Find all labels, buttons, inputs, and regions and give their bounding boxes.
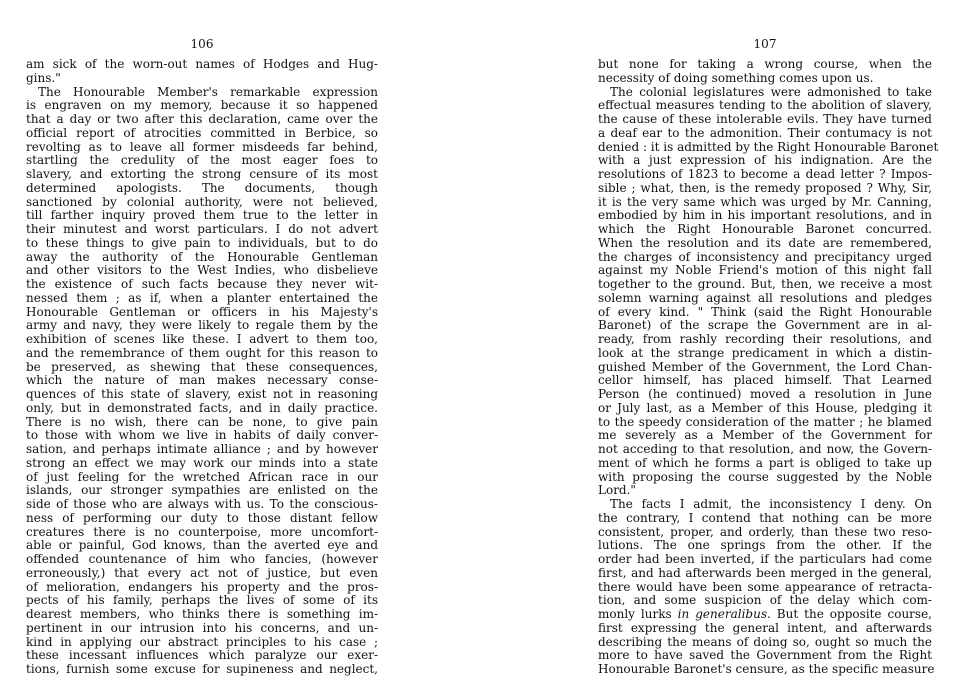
text-line: Honourable Baronet's censure, as the specific measure (598, 662, 935, 676)
text-run: But the opposite course, (776, 607, 932, 621)
text-line: necessity of doing something comes upon us. (598, 70, 874, 85)
text-line: denied : it is admitted by the Right Honourable Baronet (598, 139, 939, 154)
page-text (598, 57, 939, 677)
text-line: the existence of such facts because they never wit- (26, 277, 378, 291)
text-line: tions, furnish some excuse for supineness and neglect, (26, 662, 378, 676)
page-text (26, 58, 378, 677)
text-line: but none for taking a wrong course, when the (598, 57, 932, 71)
text-line: a deaf ear to the admonition. Their contumacy is not (598, 125, 932, 140)
text-line: consistent, proper, and orderly, than these two reso- (598, 524, 932, 539)
text-line: guished Member of the Government, the Lord Chan- (598, 359, 932, 374)
text-line: There is no wish, there can be none, to give pain (26, 414, 378, 429)
text-line: creatures there is no counterpoise, more uncomfort- (26, 524, 378, 539)
text-line: When the resolution and its date are remembered, (598, 235, 932, 250)
text-line: startling the credulity of the most eager foes to (26, 153, 378, 168)
text-line: with proposing the course suggested by the Noble (598, 469, 932, 484)
text-line: able or painful, God knows, than the averted eye and (26, 538, 378, 553)
text-line: of just feeling for the wretched African race in our (26, 469, 378, 484)
text-line: and other visitors to the West Indies, who disbelieve (26, 263, 378, 278)
text-line: am sick of the worn-out names of Hodges and Hug- (26, 57, 378, 71)
left-page (26, 0, 378, 676)
text-line: Honourable Gentleman or officers in his Majesty's (26, 304, 378, 319)
text-line: and the remembrance of them ought for this reason to (26, 345, 378, 360)
text-line: till farther inquiry proved them true to the letter in (26, 208, 378, 223)
text-run: monly lurks (598, 607, 672, 621)
text-line: to these things to give pain to individuals, but to do (26, 235, 378, 250)
text-line: sible ; what, then, is the remedy proposed ? Why, Sir, (598, 180, 932, 195)
text-line: not acceding to that resolution, and now, the Govern- (598, 442, 932, 456)
text-line: of melioration, endangers his property and the pros- (26, 579, 378, 594)
text-line: to those with whom we live in habits of daily conver- (26, 428, 378, 443)
text-line: side of those who are always with us. To the conscious- (26, 497, 378, 511)
text-line: cellor himself, has placed himself. That Learned (598, 373, 932, 388)
text-line: describing the means of doing so, ought so much the (598, 634, 932, 649)
text-line: sation, and perhaps intimate alliance ; and by however (26, 442, 378, 456)
text-line: Person (he continued) moved a resolution in June (598, 387, 932, 401)
text-line: me severely as a Member of the Government for (598, 428, 932, 443)
text-line: quences of this state of slavery, exist not in reasoning (26, 387, 378, 401)
text-line: away the authority of the Honourable Gentleman (26, 249, 378, 264)
text-line: strong an effect we may work our minds into a state (26, 455, 378, 470)
text-line: The facts I admit, the inconsistency I deny. On (610, 497, 932, 511)
text-line: be preserved, as shewing that these consequences, (26, 359, 378, 374)
text-line: is engraven on my memory, because it so happened (26, 98, 378, 113)
text-line: The Honourable Member's remarkable expression (38, 84, 378, 99)
text-line: only, but in demonstrated facts, and in daily practice. (26, 400, 378, 415)
text-line: or July last, as a Member of this House, pledging it (598, 400, 932, 415)
text-line: islands, our stronger sympathies are enlisted on the (26, 483, 378, 498)
text-line: first expressing the general intent, and afterwards (598, 620, 932, 635)
text-line: erroneously,) that every act not of justice, but even (26, 565, 378, 580)
text-line: that a day or two after this declaration, came over the (26, 112, 378, 126)
text-line: order had been inverted, if the particulars had come (598, 552, 932, 566)
text-line: first, and had afterwards been merged in the general, (598, 565, 932, 580)
text-line: Lord." (598, 483, 636, 498)
text-line: solemn warning against all resolutions and pledges (598, 290, 932, 305)
text-line: there would have been some appearance of retracta- (598, 579, 932, 594)
text-line: which the nature of man makes necessary conse- (26, 373, 378, 388)
page-number: 107 (753, 37, 777, 51)
italic-phrase: in generalibus. (677, 607, 771, 621)
text-line: of every kind. " Think (said the Right Honourable (598, 304, 932, 319)
text-line: Baronet) of the scrape the Government are in al- (598, 318, 932, 333)
text-line: dearest members, who thinks there is something im- (26, 607, 378, 621)
text-line: effectual measures tending to the abolition of slavery, (598, 98, 932, 113)
text-line: official report of atrocities committed in Berbice, so (26, 125, 378, 140)
text-line: ready, from rashly recording their resolutions, and (598, 332, 932, 346)
text-line: pertinent in our intrusion into his concerns, and un- (26, 620, 378, 635)
text-line-mixed (598, 608, 932, 622)
text-line: ment of which he forms a part is obliged to take up (598, 455, 932, 470)
text-line: tion, and some suspicion of the delay which com- (598, 593, 932, 608)
text-line: ness of performing our duty to those distant fellow (26, 510, 378, 525)
text-line: sanctioned by colonial authority, were not believed, (26, 194, 378, 209)
text-line: revolting as to leave all former misdeeds far behind, (26, 139, 378, 154)
text-line: with a just expression of his indignation. Are the (598, 153, 932, 168)
text-line: look at the strange predicament in which a distin- (598, 345, 932, 360)
text-line: to the speedy consideration of the matter ; he blamed (598, 414, 932, 429)
text-line: kind in applying our abstract principles to his case ; (26, 634, 378, 649)
text-line: determined apologists. The documents, though (26, 180, 378, 195)
text-line: embodied by him in his important resolutions, and in (598, 208, 932, 223)
text-line: the cause of these intolerable evils. They have turned (598, 112, 932, 126)
text-line: The colonial legislatures were admonished to take (610, 84, 932, 99)
right-page (598, 0, 939, 676)
text-line: against my Noble Friend's motion of this night fall (598, 263, 932, 278)
text-line: these incessant influences which paralyze our exer- (26, 648, 378, 663)
text-line: nessed them ; as if, when a planter entertained the (26, 290, 378, 305)
text-line: their minutest and worst particulars. I do not advert (26, 222, 378, 236)
text-line: slavery, and extorting the strong censure of its most (26, 167, 378, 181)
text-line: gins." (26, 70, 61, 85)
text-line: the charges of inconsistency and precipitancy urged (598, 249, 932, 264)
text-line: pects of his family, perhaps the lives of some of its (26, 593, 378, 608)
text-line: which the Right Honourable Baronet concurred. (598, 222, 932, 236)
text-line: together to the ground. But, then, we receive a most (598, 277, 932, 291)
text-line: more to have saved the Government from the Right (598, 648, 932, 663)
text-line: offended countenance of him who fancies, (however (26, 552, 378, 566)
page-number: 106 (190, 37, 214, 51)
text-line: the contrary, I contend that nothing can be more (598, 510, 932, 525)
text-line: exhibition of scenes like these. I advert to them too, (26, 332, 378, 346)
text-line: lutions. The one springs from the other. If the (598, 538, 932, 553)
text-line: it is the very same which was urged by Mr. Canning, (598, 194, 932, 209)
text-line: army and navy, they were likely to regale them by the (26, 318, 378, 333)
text-line: resolutions of 1823 to become a dead letter ? Impos- (598, 167, 932, 181)
